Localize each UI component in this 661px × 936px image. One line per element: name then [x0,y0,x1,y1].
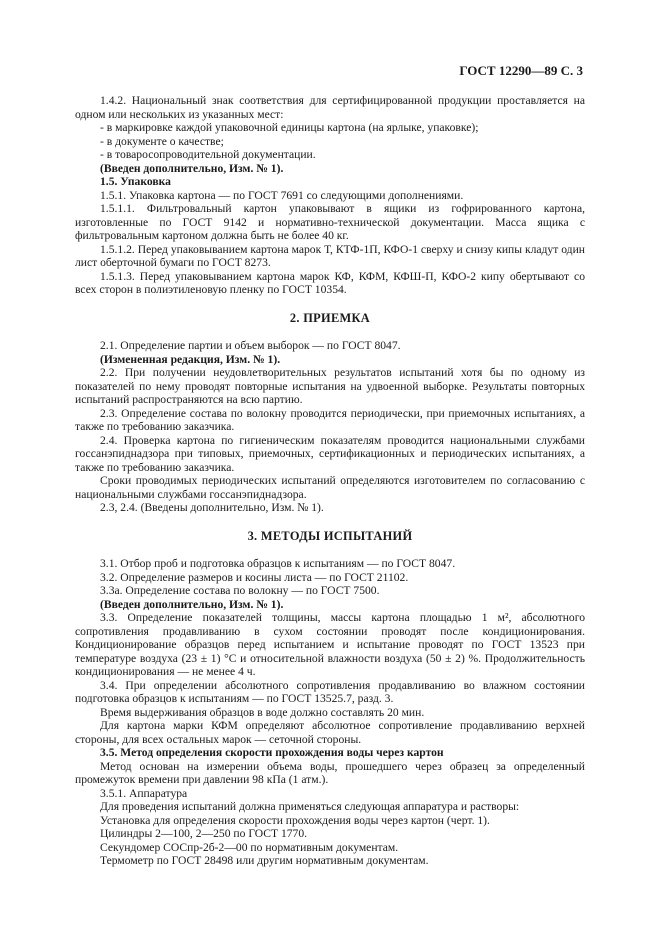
paragraph: Время выдерживания образцов в воде должно составлять 20 мин. [100,705,425,719]
list-item: - в документе о качестве; [100,134,224,148]
paragraph: 3.2. Определение размеров и косины листа — по ГОСТ 21102. [100,570,409,584]
section-heading: 3. МЕТОДЫ ИСПЫТАНИЙ [247,528,413,543]
list-item: - в товаросопроводительной документации. [100,148,316,161]
bold-note: 1.5. Упаковка [100,175,171,188]
paragraph: 3.3. Определение показателей толщины, массы картона площадью 1 м², абсолютного сопротивления продавливанию в сухом состоянии проводят после кондиционирования. Кондиционирование образцов перед испытанием и испытание проводят по ГОСТ 13523 при температуре воздуха (23 ± 1) °С и относительной влажности воздуха (50 ± 2) %. Продолжительность кондиционирования — не менее 4 ч. [75,611,585,678]
bold-note: (Измененная редакция, Изм. № 1). [100,352,281,366]
paragraph: Секундомер СОСпр-2б-2—00 по нормативным документам. [100,840,399,854]
list-item: - в маркировке каждой упаковочной единицы картона (на ярлыке, упаковке); [100,121,479,134]
paragraph: Для картона марки КФМ определяют абсолютное сопротивление продавливанию верхней стороны, для всех остальных марок — сеточной стороны. [75,719,585,746]
paragraph: Термометр по ГОСТ 28498 или другим нормативным документам. [100,854,429,867]
paragraph: 1.5.1. Упаковка картона — по ГОСТ 7691 со следующими дополнениями. [100,188,464,202]
document-body [75,94,585,868]
paragraph: 2.2. При получении неудовлетворительных результатов испытаний хотя бы по одному из показателей по нему проводят повторные испытания на удвоенной выборке. Результаты повторных испытаний распространяются на всю партию. [75,366,585,406]
paragraph: 2.4. Проверка картона по гигиеническим показателям проводится национальными службами госсанэпиднадзора при типовых, приемочных, сертификационных и периодических испытаниях, а также по требованию заказчика. [75,433,585,474]
bold-note: (Введен дополнительно, Изм. № 1). [100,597,284,611]
paragraph: 3.4. При определении абсолютного сопротивления продавливанию во влажном состоянии подготовка образцов к испытаниям — по ГОСТ 13525.7, разд. 3. [75,678,585,705]
paragraph: Установка для определения скорости прохождения воды через картон (черт. 1). [100,813,490,827]
page-header: ГОСТ 12290—89 С. 3 [459,63,583,78]
paragraph: Для проведения испытаний должна применяться следующая аппаратура и растворы: [100,800,520,813]
paragraph: 2.3. Определение состава по волокну проводится периодически, при приемочных испытаниях, а также по требованию заказчика. [75,406,585,433]
paragraph: 1.4.2. Национальный знак соответствия для сертифицированной продукции проставляется на одном или нескольких из указанных мест: [75,94,585,121]
paragraph: 1.5.1.1. Фильтровальный картон упаковывают в ящики из гофрированного картона, изготовленные по ГОСТ 9142 и нормативно-технической документации. Масса ящика с фильтровальным картоном должна быть не более 40 кг. [75,202,585,242]
paragraph: Метод основан на измерении объема воды, прошедшего через образец за определенный промежуток времени при давлении 98 кПа (1 атм.). [75,759,585,786]
paragraph: 2.1. Определение партии и объем выборок — по ГОСТ 8047. [100,339,401,352]
paragraph: 3.3а. Определение состава по волокну — по ГОСТ 7500. [100,584,380,597]
paragraph: Сроки проводимых периодических испытаний определяются изготовителем по согласованию с национальными службами госсанэпиднадзора. [75,474,585,501]
bold-note: (Введен дополнительно, Изм. № 1). [100,161,284,175]
paragraph: 1.5.1.3. Перед упаковыванием картона марок КФ, КФМ, КФШ-П, КФО-2 кипу обертывают со всех сторон в полиэтиленовую пленку по ГОСТ 10354. [75,269,585,296]
bold-note: 3.5. Метод определения скорости прохождения воды через картон [100,746,444,759]
paragraph: 2.3, 2.4. (Введены дополнительно, Изм. № 1). [100,501,324,514]
section-heading: 2. ПРИЕМКА [289,310,371,325]
paragraph: 1.5.1.2. Перед упаковыванием картона марок Т, КТФ-1П, КФО-1 сверху и снизу кипы кладут один лист оберточной бумаги по ГОСТ 8273. [75,242,585,269]
paragraph: 3.5.1. Аппаратура [100,786,188,800]
paragraph: 3.1. Отбор проб и подготовка образцов к испытаниям — по ГОСТ 8047. [100,557,456,570]
paragraph: Цилиндры 2—100, 2—250 по ГОСТ 1770. [100,827,308,840]
